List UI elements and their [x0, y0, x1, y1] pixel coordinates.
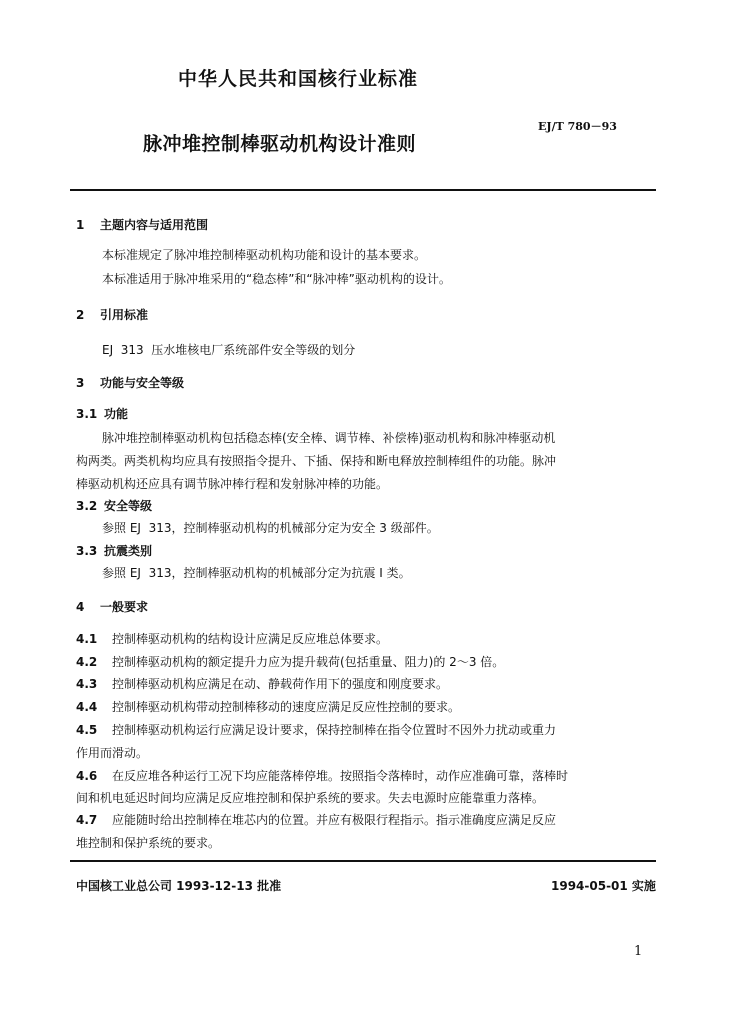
clause-4-4 [76, 698, 460, 715]
section-title: 一般要求 [100, 600, 149, 614]
clause-text: 应能随时给出控制棒在堆芯内的位置。并应有极限行程指示。指示准确度应满足反应 [112, 813, 557, 827]
clause-number: 3.3 [76, 544, 98, 558]
clause-4-1 [76, 630, 388, 647]
section-1-paragraph-2: 本标准适用于脉冲堆采用的“稳态棒”和“脉冲棒”驱动机构的设计。 [102, 272, 451, 286]
clause-4-7 [76, 811, 556, 828]
clause-title: 功能 [104, 407, 129, 421]
clause-text: 控制棒驱动机构带动控制棒移动的速度应满足反应性控制的要求。 [112, 700, 461, 714]
clause-3-2-heading [76, 497, 152, 514]
section-number: 1 [76, 218, 85, 232]
clause-number: 4.1 [76, 632, 98, 646]
section-title: 主题内容与适用范围 [100, 218, 209, 232]
clause-4-6 [76, 767, 568, 784]
standard-number: EJ/T 780－93 [538, 120, 617, 133]
clause-3-1-line-1: 脉冲堆控制棒驱动机构包括稳态棒(安全棒、调节棒、补偿棒)驱动机构和脉冲棒驱动机 [102, 431, 556, 445]
clause-text: 控制棒驱动机构的额定提升力应为提升载荷(包括重量、阻力)的 2～3 倍。 [112, 655, 505, 669]
clause-4-2 [76, 653, 504, 670]
clause-4-7-line-2: 堆控制和保护系统的要求。 [76, 836, 221, 850]
standard-category: 中华人民共和国核行业标准 [178, 68, 419, 90]
clause-title: 抗震类别 [104, 544, 153, 558]
normative-reference: EJ 313 压水堆核电厂系统部件安全等级的划分 [102, 343, 356, 357]
clause-text: 控制棒驱动机构应满足在动、静载荷作用下的强度和刚度要求。 [112, 677, 449, 691]
clause-3-1-line-2: 构两类。两类机构均应具有按照指令提升、下插、保持和断电释放控制棒组件的功能。脉冲 [76, 454, 557, 468]
clause-number: 3.2 [76, 499, 98, 513]
clause-number: 4.6 [76, 769, 98, 783]
section-title: 功能与安全等级 [100, 376, 185, 390]
clause-3-2-text: 参照 EJ 313，控制棒驱动机构的机械部分定为安全 3 级部件。 [102, 521, 439, 535]
approval-info: 中国核工业总公司 1993-12-13 批准 [76, 879, 282, 893]
section-2-heading [76, 306, 148, 323]
footer-divider [70, 860, 656, 862]
clause-4-3 [76, 675, 448, 692]
section-number: 3 [76, 376, 85, 390]
clause-title: 安全等级 [104, 499, 153, 513]
section-number: 4 [76, 600, 85, 614]
clause-3-1-heading [76, 405, 128, 422]
clause-3-3-text: 参照 EJ 313，控制棒驱动机构的机械部分定为抗震 I 类。 [102, 566, 411, 580]
section-number: 2 [76, 308, 85, 322]
clause-text: 在反应堆各种运行工况下均应能落棒停堆。按照指令落棒时，动作应准确可靠，落棒时 [112, 769, 569, 783]
section-title: 引用标准 [100, 308, 149, 322]
clause-3-1-line-3: 棒驱动机构还应具有调节脉冲棒行程和发射脉冲棒的功能。 [76, 477, 389, 491]
document-title: 脉冲堆控制棒驱动机构设计准则 [143, 133, 417, 155]
clause-number: 4.3 [76, 677, 98, 691]
clause-number: 4.7 [76, 813, 98, 827]
clause-4-5-line-2: 作用而滑动。 [76, 746, 149, 760]
section-4-heading [76, 598, 148, 615]
section-1-paragraph-1: 本标准规定了脉冲堆控制棒驱动机构功能和设计的基本要求。 [102, 248, 427, 262]
clause-text: 控制棒驱动机构运行应满足设计要求，保持控制棒在指令位置时不因外力扰动或重力 [112, 723, 557, 737]
header-divider [70, 189, 656, 191]
section-3-heading [76, 374, 184, 391]
clause-text: 控制棒驱动机构的结构设计应满足反应堆总体要求。 [112, 632, 389, 646]
page-number: 1 [634, 944, 643, 959]
section-1-heading [76, 216, 208, 233]
clause-number: 3.1 [76, 407, 98, 421]
clause-number: 4.5 [76, 723, 98, 737]
clause-number: 4.4 [76, 700, 98, 714]
clause-4-6-line-2: 间和机电延迟时间均应满足反应堆控制和保护系统的要求。失去电源时应能靠重力落棒。 [76, 791, 545, 805]
effective-date: 1994-05-01 实施 [551, 879, 656, 893]
clause-number: 4.2 [76, 655, 98, 669]
clause-3-3-heading [76, 542, 152, 559]
clause-4-5 [76, 721, 556, 738]
